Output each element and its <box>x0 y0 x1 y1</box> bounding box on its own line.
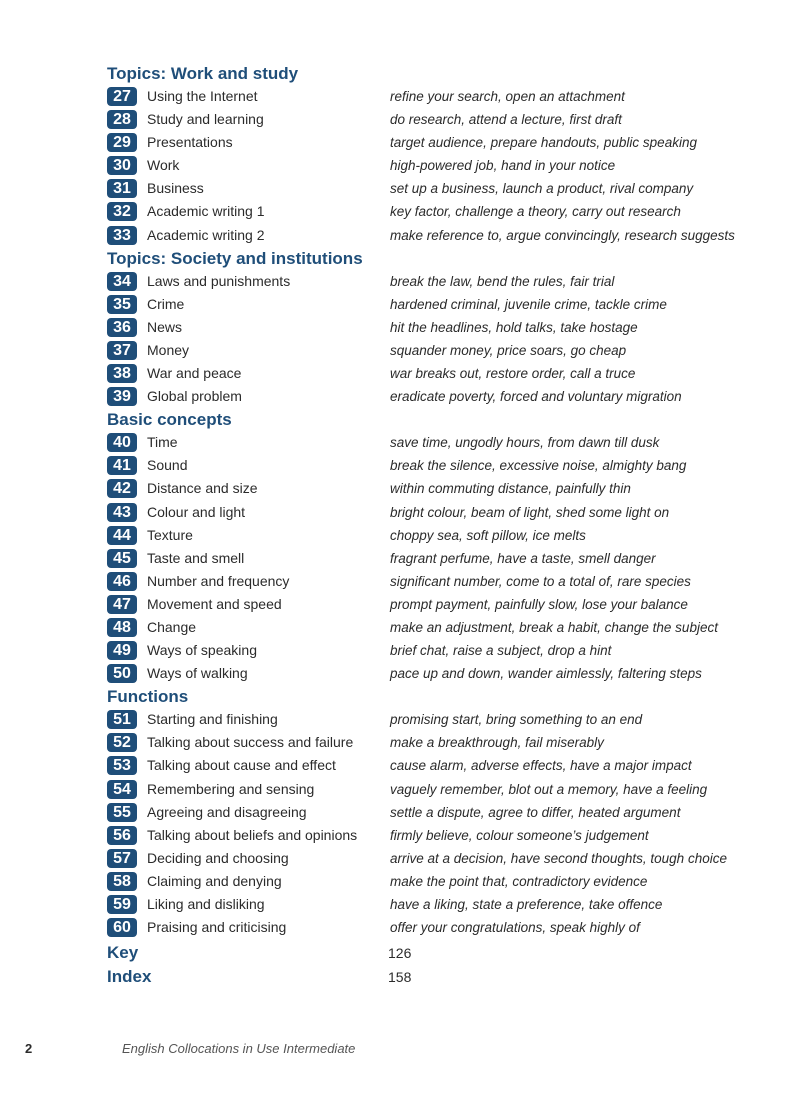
unit-number-badge: 45 <box>107 549 137 568</box>
unit-row[interactable] <box>107 270 767 293</box>
unit-title: Sound <box>147 457 188 474</box>
unit-row[interactable] <box>107 85 767 108</box>
unit-row[interactable] <box>107 385 767 408</box>
unit-title: Taste and smell <box>147 549 245 566</box>
unit-title: Business <box>147 180 204 197</box>
unit-row[interactable] <box>107 778 767 801</box>
unit-row[interactable] <box>107 177 767 200</box>
unit-examples: brief chat, raise a subject, drop a hint <box>390 643 612 659</box>
unit-title: Laws and punishments <box>147 272 291 289</box>
end-matter-page: 126 <box>388 945 412 962</box>
unit-row[interactable] <box>107 593 767 616</box>
section-heading: Topics: Work and study <box>107 64 299 83</box>
unit-number-badge: 49 <box>107 641 137 660</box>
toc-section <box>107 409 767 685</box>
unit-title: Money <box>147 341 190 358</box>
unit-title: Claiming and denying <box>147 872 282 889</box>
unit-row[interactable] <box>107 639 767 662</box>
unit-row[interactable] <box>107 616 767 639</box>
unit-row[interactable] <box>107 801 767 824</box>
unit-row[interactable] <box>107 870 767 893</box>
unit-title: Ways of walking <box>147 665 248 682</box>
unit-title: Distance and size <box>147 480 258 497</box>
unit-number-badge: 28 <box>107 110 137 129</box>
book-title: English Collocations in Use Intermediate <box>122 1041 356 1056</box>
unit-number-badge: 31 <box>107 179 137 198</box>
unit-number-badge: 41 <box>107 456 137 475</box>
unit-number-badge: 40 <box>107 433 137 452</box>
unit-title: Time <box>147 434 178 451</box>
unit-examples: break the law, bend the rules, fair trial <box>390 273 615 289</box>
page-number: 2 <box>25 1041 33 1056</box>
unit-title: Change <box>147 618 197 635</box>
unit-number-badge: 35 <box>107 295 137 314</box>
unit-title: Starting and finishing <box>147 711 278 728</box>
unit-title: Number and frequency <box>147 572 290 589</box>
unit-examples: prompt payment, painfully slow, lose your balance <box>390 596 688 612</box>
unit-examples: cause alarm, adverse effects, have a major impact <box>390 758 692 774</box>
unit-examples: make the point that, contradictory evidence <box>390 873 648 889</box>
unit-title: News <box>147 318 183 335</box>
unit-title: Talking about cause and effect <box>147 757 336 774</box>
end-matter-label: Index <box>107 967 152 987</box>
unit-examples: promising start, bring something to an end <box>390 712 643 728</box>
unit-number-badge: 34 <box>107 272 137 291</box>
unit-examples: choppy sea, soft pillow, ice melts <box>390 527 586 543</box>
unit-number-badge: 58 <box>107 872 137 891</box>
unit-row[interactable] <box>107 224 767 247</box>
unit-title: Academic writing 2 <box>147 226 265 243</box>
unit-number-badge: 54 <box>107 780 137 799</box>
unit-number-badge: 50 <box>107 664 137 683</box>
unit-row[interactable] <box>107 293 767 316</box>
unit-number-badge: 32 <box>107 202 137 221</box>
unit-examples: eradicate poverty, forced and voluntary migration <box>390 389 682 405</box>
unit-title: Deciding and choosing <box>147 849 289 866</box>
unit-row[interactable] <box>107 731 767 754</box>
unit-title: Movement and speed <box>147 595 282 612</box>
unit-examples: save time, ungodly hours, from dawn till dusk <box>390 435 660 451</box>
unit-examples: vaguely remember, blot out a memory, have a feeling <box>390 781 708 797</box>
unit-examples: hit the headlines, hold talks, take hostage <box>390 319 638 335</box>
unit-row[interactable] <box>107 454 767 477</box>
unit-number-badge: 39 <box>107 387 137 406</box>
section-heading: Topics: Society and institutions <box>107 248 363 268</box>
unit-examples: settle a dispute, agree to differ, heated argument <box>390 804 681 820</box>
unit-row[interactable] <box>107 316 767 339</box>
end-matter-page: 158 <box>388 969 412 986</box>
unit-title: War and peace <box>147 365 242 382</box>
unit-examples: firmly believe, colour someone’s judgement <box>390 827 649 843</box>
unit-examples: make reference to, argue convincingly, research suggests <box>390 227 735 243</box>
unit-row[interactable] <box>107 547 767 570</box>
unit-row[interactable] <box>107 524 767 547</box>
unit-examples: significant number, come to a total of, rare species <box>390 573 691 589</box>
unit-number-badge: 37 <box>107 341 137 360</box>
unit-examples: within commuting distance, painfully thin <box>390 481 631 497</box>
toc-section <box>107 248 767 409</box>
page-footer <box>0 1038 800 1060</box>
unit-number-badge: 29 <box>107 133 137 152</box>
toc-section <box>107 63 767 247</box>
end-matter <box>107 941 767 989</box>
unit-number-badge: 59 <box>107 895 137 914</box>
section-heading: Functions <box>107 687 189 707</box>
unit-title: Colour and light <box>147 503 246 520</box>
unit-number-badge: 42 <box>107 479 137 498</box>
unit-examples: key factor, challenge a theory, carry out research <box>390 204 681 220</box>
unit-row[interactable] <box>107 154 767 177</box>
unit-examples: have a liking, state a preference, take offence <box>390 897 663 912</box>
unit-row[interactable] <box>107 916 767 939</box>
unit-title: Using the Internet <box>147 88 258 104</box>
unit-title: Global problem <box>147 388 242 405</box>
unit-number-badge: 36 <box>107 318 137 337</box>
unit-examples: war breaks out, restore order, call a truce <box>390 366 636 382</box>
unit-number-badge: 56 <box>107 826 137 845</box>
unit-number-badge: 60 <box>107 918 137 937</box>
unit-row[interactable] <box>107 501 767 524</box>
unit-examples: offer your congratulations, speak highly of <box>390 920 640 936</box>
unit-row[interactable] <box>107 431 767 454</box>
unit-examples: hardened criminal, juvenile crime, tackle crime <box>390 296 667 312</box>
unit-number-badge: 55 <box>107 803 137 822</box>
unit-title: Texture <box>147 526 193 543</box>
unit-number-badge: 33 <box>107 226 137 245</box>
unit-examples: make an adjustment, break a habit, change the subject <box>390 619 718 635</box>
unit-row[interactable] <box>107 200 767 223</box>
unit-title: Talking about success and failure <box>147 734 354 751</box>
unit-examples: target audience, prepare handouts, public speaking <box>390 135 697 151</box>
unit-number-badge: 44 <box>107 526 137 545</box>
unit-title: Academic writing 1 <box>147 203 265 220</box>
unit-row[interactable] <box>107 570 767 593</box>
unit-row[interactable] <box>107 477 767 500</box>
unit-title: Crime <box>147 295 185 312</box>
unit-number-badge: 43 <box>107 503 137 522</box>
unit-row[interactable] <box>107 893 767 916</box>
end-matter-row[interactable] <box>107 965 767 989</box>
section-heading: Basic concepts <box>107 410 232 430</box>
unit-number-badge: 57 <box>107 849 137 868</box>
unit-number-badge: 30 <box>107 156 137 175</box>
unit-title: Work <box>147 157 180 174</box>
unit-examples: set up a business, launch a product, rival company <box>390 181 694 197</box>
unit-examples: do research, attend a lecture, first draft <box>390 112 622 128</box>
unit-number-badge: 27 <box>107 87 137 106</box>
toc-section <box>107 686 767 939</box>
unit-row[interactable] <box>107 362 767 385</box>
unit-number-badge: 38 <box>107 364 137 383</box>
unit-number-badge: 51 <box>107 710 137 729</box>
unit-title: Praising and criticising <box>147 919 287 936</box>
unit-title: Liking and disliking <box>147 896 265 912</box>
unit-examples: high-powered job, hand in your notice <box>390 158 616 174</box>
unit-row[interactable] <box>107 708 767 731</box>
unit-examples: squander money, price soars, go cheap <box>390 342 627 358</box>
unit-row[interactable] <box>107 754 767 777</box>
unit-row[interactable] <box>107 339 767 362</box>
unit-examples: bright colour, beam of light, shed some light on <box>390 504 670 520</box>
unit-title: Agreeing and disagreeing <box>147 803 307 820</box>
unit-examples: fragrant perfume, have a taste, smell danger <box>390 550 656 566</box>
table-of-contents <box>107 62 767 989</box>
end-matter-label: Key <box>107 943 139 963</box>
unit-number-badge: 46 <box>107 572 137 591</box>
unit-number-badge: 47 <box>107 595 137 614</box>
unit-examples: break the silence, excessive noise, almighty bang <box>390 458 687 474</box>
unit-title: Study and learning <box>147 111 264 128</box>
unit-row[interactable] <box>107 824 767 847</box>
unit-examples: make a breakthrough, fail miserably <box>390 735 604 751</box>
unit-row[interactable] <box>107 131 767 154</box>
unit-title: Ways of speaking <box>147 642 257 659</box>
unit-number-badge: 48 <box>107 618 137 637</box>
unit-title: Remembering and sensing <box>147 780 315 797</box>
unit-row[interactable] <box>107 847 767 870</box>
unit-examples: arrive at a decision, have second thoughts, tough choice <box>390 850 727 866</box>
unit-title: Talking about beliefs and opinions <box>147 826 358 843</box>
unit-number-badge: 53 <box>107 756 137 775</box>
unit-row[interactable] <box>107 662 767 685</box>
unit-row[interactable] <box>107 108 767 131</box>
end-matter-row[interactable] <box>107 941 767 965</box>
unit-examples: pace up and down, wander aimlessly, faltering steps <box>390 666 702 682</box>
unit-title: Presentations <box>147 134 233 151</box>
unit-number-badge: 52 <box>107 733 137 752</box>
unit-examples: refine your search, open an attachment <box>390 89 625 104</box>
